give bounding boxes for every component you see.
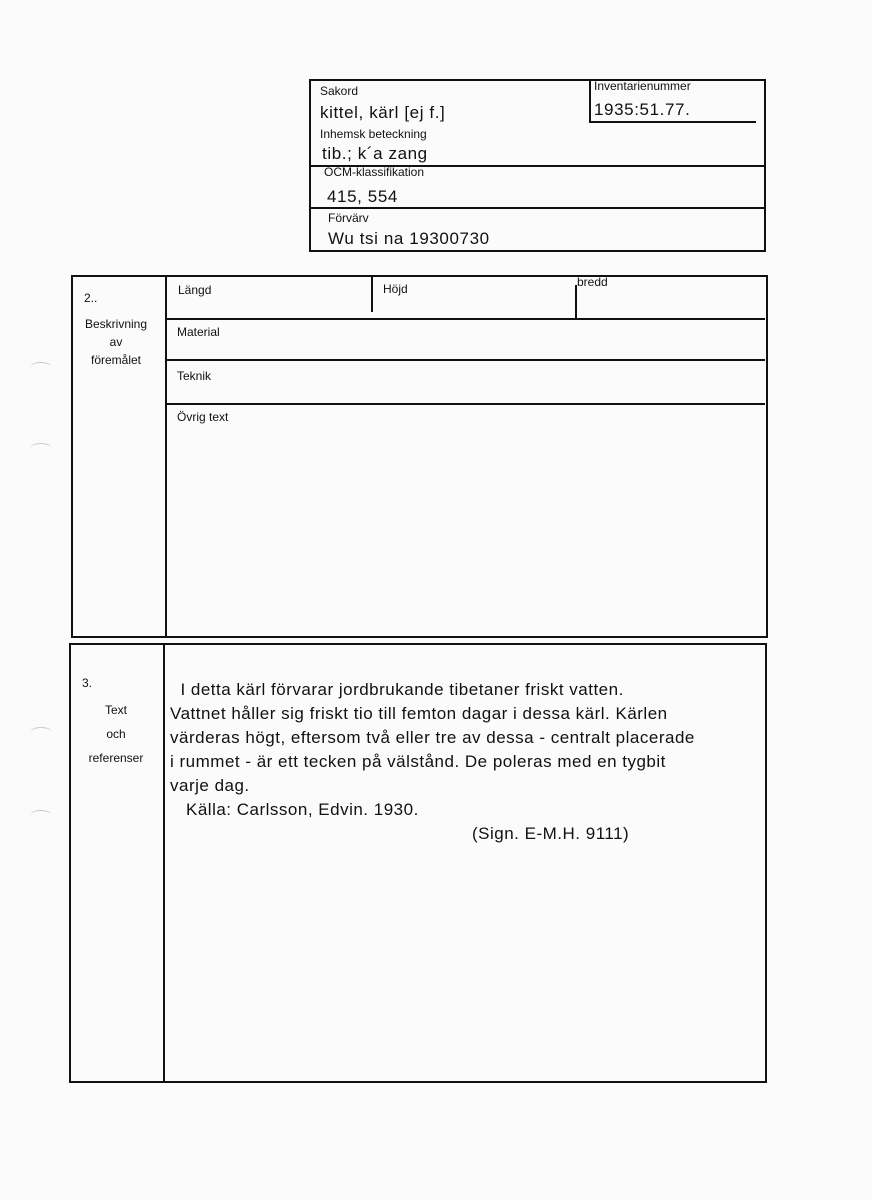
description-line: värderas högt, eftersom två eller tre av dessa - centralt placerade [170, 728, 695, 747]
sakord-label: Sakord [320, 84, 359, 98]
section-3-column-divider [163, 643, 165, 1083]
forvarv-label: Förvärv [328, 211, 369, 225]
section-3-title [72, 698, 160, 770]
description-line: i rummet - är ett tecken på välstånd. De poleras med en tygbit [170, 752, 666, 771]
ocm-klassifikation-label: OCM-klassifikation [324, 165, 425, 179]
ovrig-text-label: Övrig text [177, 410, 229, 424]
teknik-label: Teknik [177, 369, 212, 383]
inventarienummer-value: 1935:51.77. [594, 100, 691, 119]
section-3-title-line: referenser [88, 751, 144, 765]
inhemsk-beteckning-value: tib.; k´a zang [322, 144, 428, 163]
section-2-divider [575, 285, 577, 319]
header-divider [590, 121, 756, 123]
punch-hole-mark [30, 443, 52, 454]
section-3-number: 3. [82, 676, 93, 690]
sakord-value: kittel, kärl [ej f.] [320, 103, 446, 122]
section-2-column-divider [165, 275, 167, 638]
punch-hole-mark [30, 362, 52, 373]
forvarv-value: Wu tsi na 19300730 [328, 229, 490, 248]
inventarienummer-label: Inventarienummer [594, 79, 691, 93]
bredd-label: bredd [577, 275, 608, 289]
section-2-divider [165, 318, 765, 320]
source-text: Källa: Carlsson, Edvin. 1930. [186, 800, 419, 819]
hojd-label: Höjd [383, 282, 408, 296]
section-2-number: 2.. [84, 291, 98, 305]
section-3-title-line: Text [104, 703, 127, 717]
ocm-klassifikation-value: 415, 554 [327, 187, 398, 206]
inhemsk-beteckning-label: Inhemsk beteckning [320, 127, 427, 141]
section-2-title-line: av [109, 335, 123, 349]
description-line: I detta kärl förvarar jordbrukande tibetaner friskt vatten. [170, 680, 624, 699]
section-2-title [76, 315, 156, 369]
signature-text: (Sign. E-M.H. 9111) [472, 824, 630, 843]
header-divider [309, 207, 766, 209]
header-divider [589, 79, 591, 123]
section-2-divider [165, 403, 765, 405]
section-2-divider [371, 275, 373, 312]
description-line: Vattnet håller sig friskt tio till femton dagar i dessa kärl. Kärlen [170, 704, 668, 723]
section-2-box [71, 275, 768, 638]
description-line: varje dag. [170, 776, 250, 795]
section-2-title-line: föremålet [90, 353, 142, 367]
section-3-title-line: och [106, 727, 126, 741]
punch-hole-mark [30, 727, 52, 738]
section-2-divider [165, 359, 765, 361]
description-text [170, 678, 695, 798]
punch-hole-mark [30, 810, 52, 821]
langd-label: Längd [178, 283, 212, 297]
section-2-title-line: Beskrivning [84, 317, 148, 331]
material-label: Material [177, 325, 220, 339]
